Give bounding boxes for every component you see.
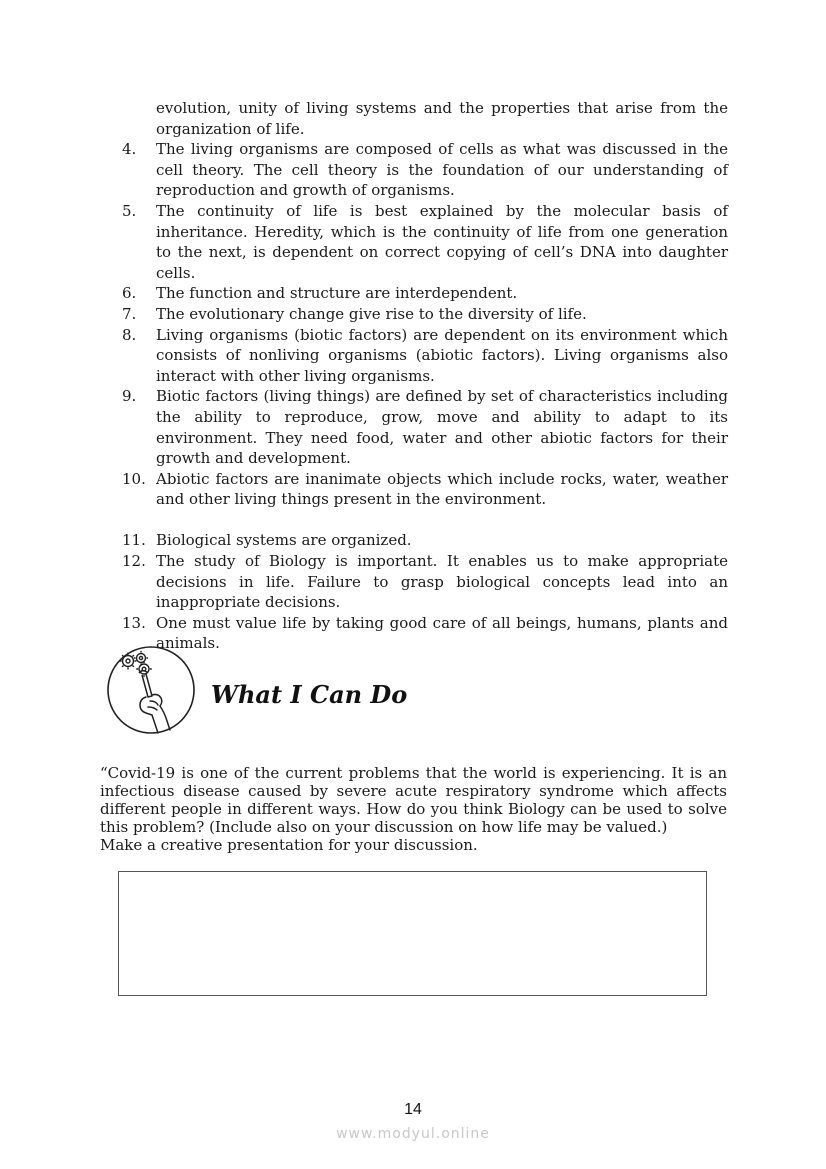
prompt-paragraph: “Covid-19 is one of the current problems that the world is experiencing. It is an infectious disease caused by severe acute respiratory syndrome which affects different people in different ways. How do you think Biology can be used to solve this problem? (Include also on your discussion on how life may be valued.) [100, 764, 727, 836]
list-item-number: 11. [122, 531, 146, 550]
list-item-number: 10. [122, 469, 146, 488]
list-item-text: Biotic factors (living things) are defined by set of characteristics including the ability to reproduce, grow, move and ability to adapt to its environment. They need food, water and other abiotic factors for their growth and development. [156, 387, 728, 468]
list-item-text: Living organisms (biotic factors) are dependent on its environment which consists of nonliving organisms (abiotic factors). Living organisms also interact with other living organisms. [156, 325, 728, 385]
list-item [122, 469, 728, 510]
list-item-text: The study of Biology is important. It enables us to make appropriate decisions in life. Failure to grasp biological concepts lead into an inappropriate decisions. [156, 552, 728, 612]
list-item [122, 530, 728, 551]
watermark: www.modyul.online [336, 1126, 490, 1142]
list-item-text: Biological systems are organized. [156, 531, 412, 550]
list-item [122, 551, 728, 613]
list-item-text: The living organisms are composed of cells as what was discussed in the cell theory. The cell theory is the foundation of our understanding of reproduction and growth of organisms. [156, 140, 728, 200]
list-item-number: 8. [122, 325, 137, 344]
list-item [122, 613, 728, 654]
answer-box[interactable] [118, 871, 707, 996]
list-item [122, 304, 728, 325]
activity-prompt [100, 764, 727, 854]
list-item-number: 13. [122, 613, 146, 632]
page-number: 14 [404, 1101, 422, 1118]
list-item-text: evolution, unity of living systems and the properties that arise from the organization of life. [156, 99, 728, 138]
list-spacer [122, 510, 728, 531]
list-item-text: The evolutionary change give rise to the diversity of life. [156, 304, 587, 323]
prompt-instruction: Make a creative presentation for your discussion. [100, 836, 478, 854]
list-item [122, 386, 728, 468]
list-item [122, 201, 728, 283]
principles-list [122, 98, 728, 654]
list-item-continuation [122, 98, 728, 139]
list-item-number: 6. [122, 284, 137, 303]
list-item-number: 9. [122, 387, 137, 406]
list-item-text: Abiotic factors are inanimate objects which include rocks, water, weather and other living things present in the environment. [156, 469, 728, 509]
list-item [122, 139, 728, 201]
list-item-number: 12. [122, 552, 146, 571]
list-item-text: One must value life by taking good care of all beings, humans, plants and animals. [156, 613, 728, 653]
list-item-number: 4. [122, 140, 137, 159]
list-item-number: 5. [122, 201, 137, 220]
list-item-number: 7. [122, 304, 137, 323]
hand-with-gears-icon [106, 645, 196, 735]
list-item [122, 325, 728, 387]
list-item-text: The continuity of life is best explained by the molecular basis of inheritance. Heredity, which is the continuity of life from one generation to the next, is dependent on correct copying of cell’s DNA into daughter cells. [156, 201, 728, 282]
section-title: What I Can Do [211, 680, 408, 709]
list-item [122, 283, 728, 304]
list-item-text: The function and structure are interdependent. [156, 284, 518, 303]
